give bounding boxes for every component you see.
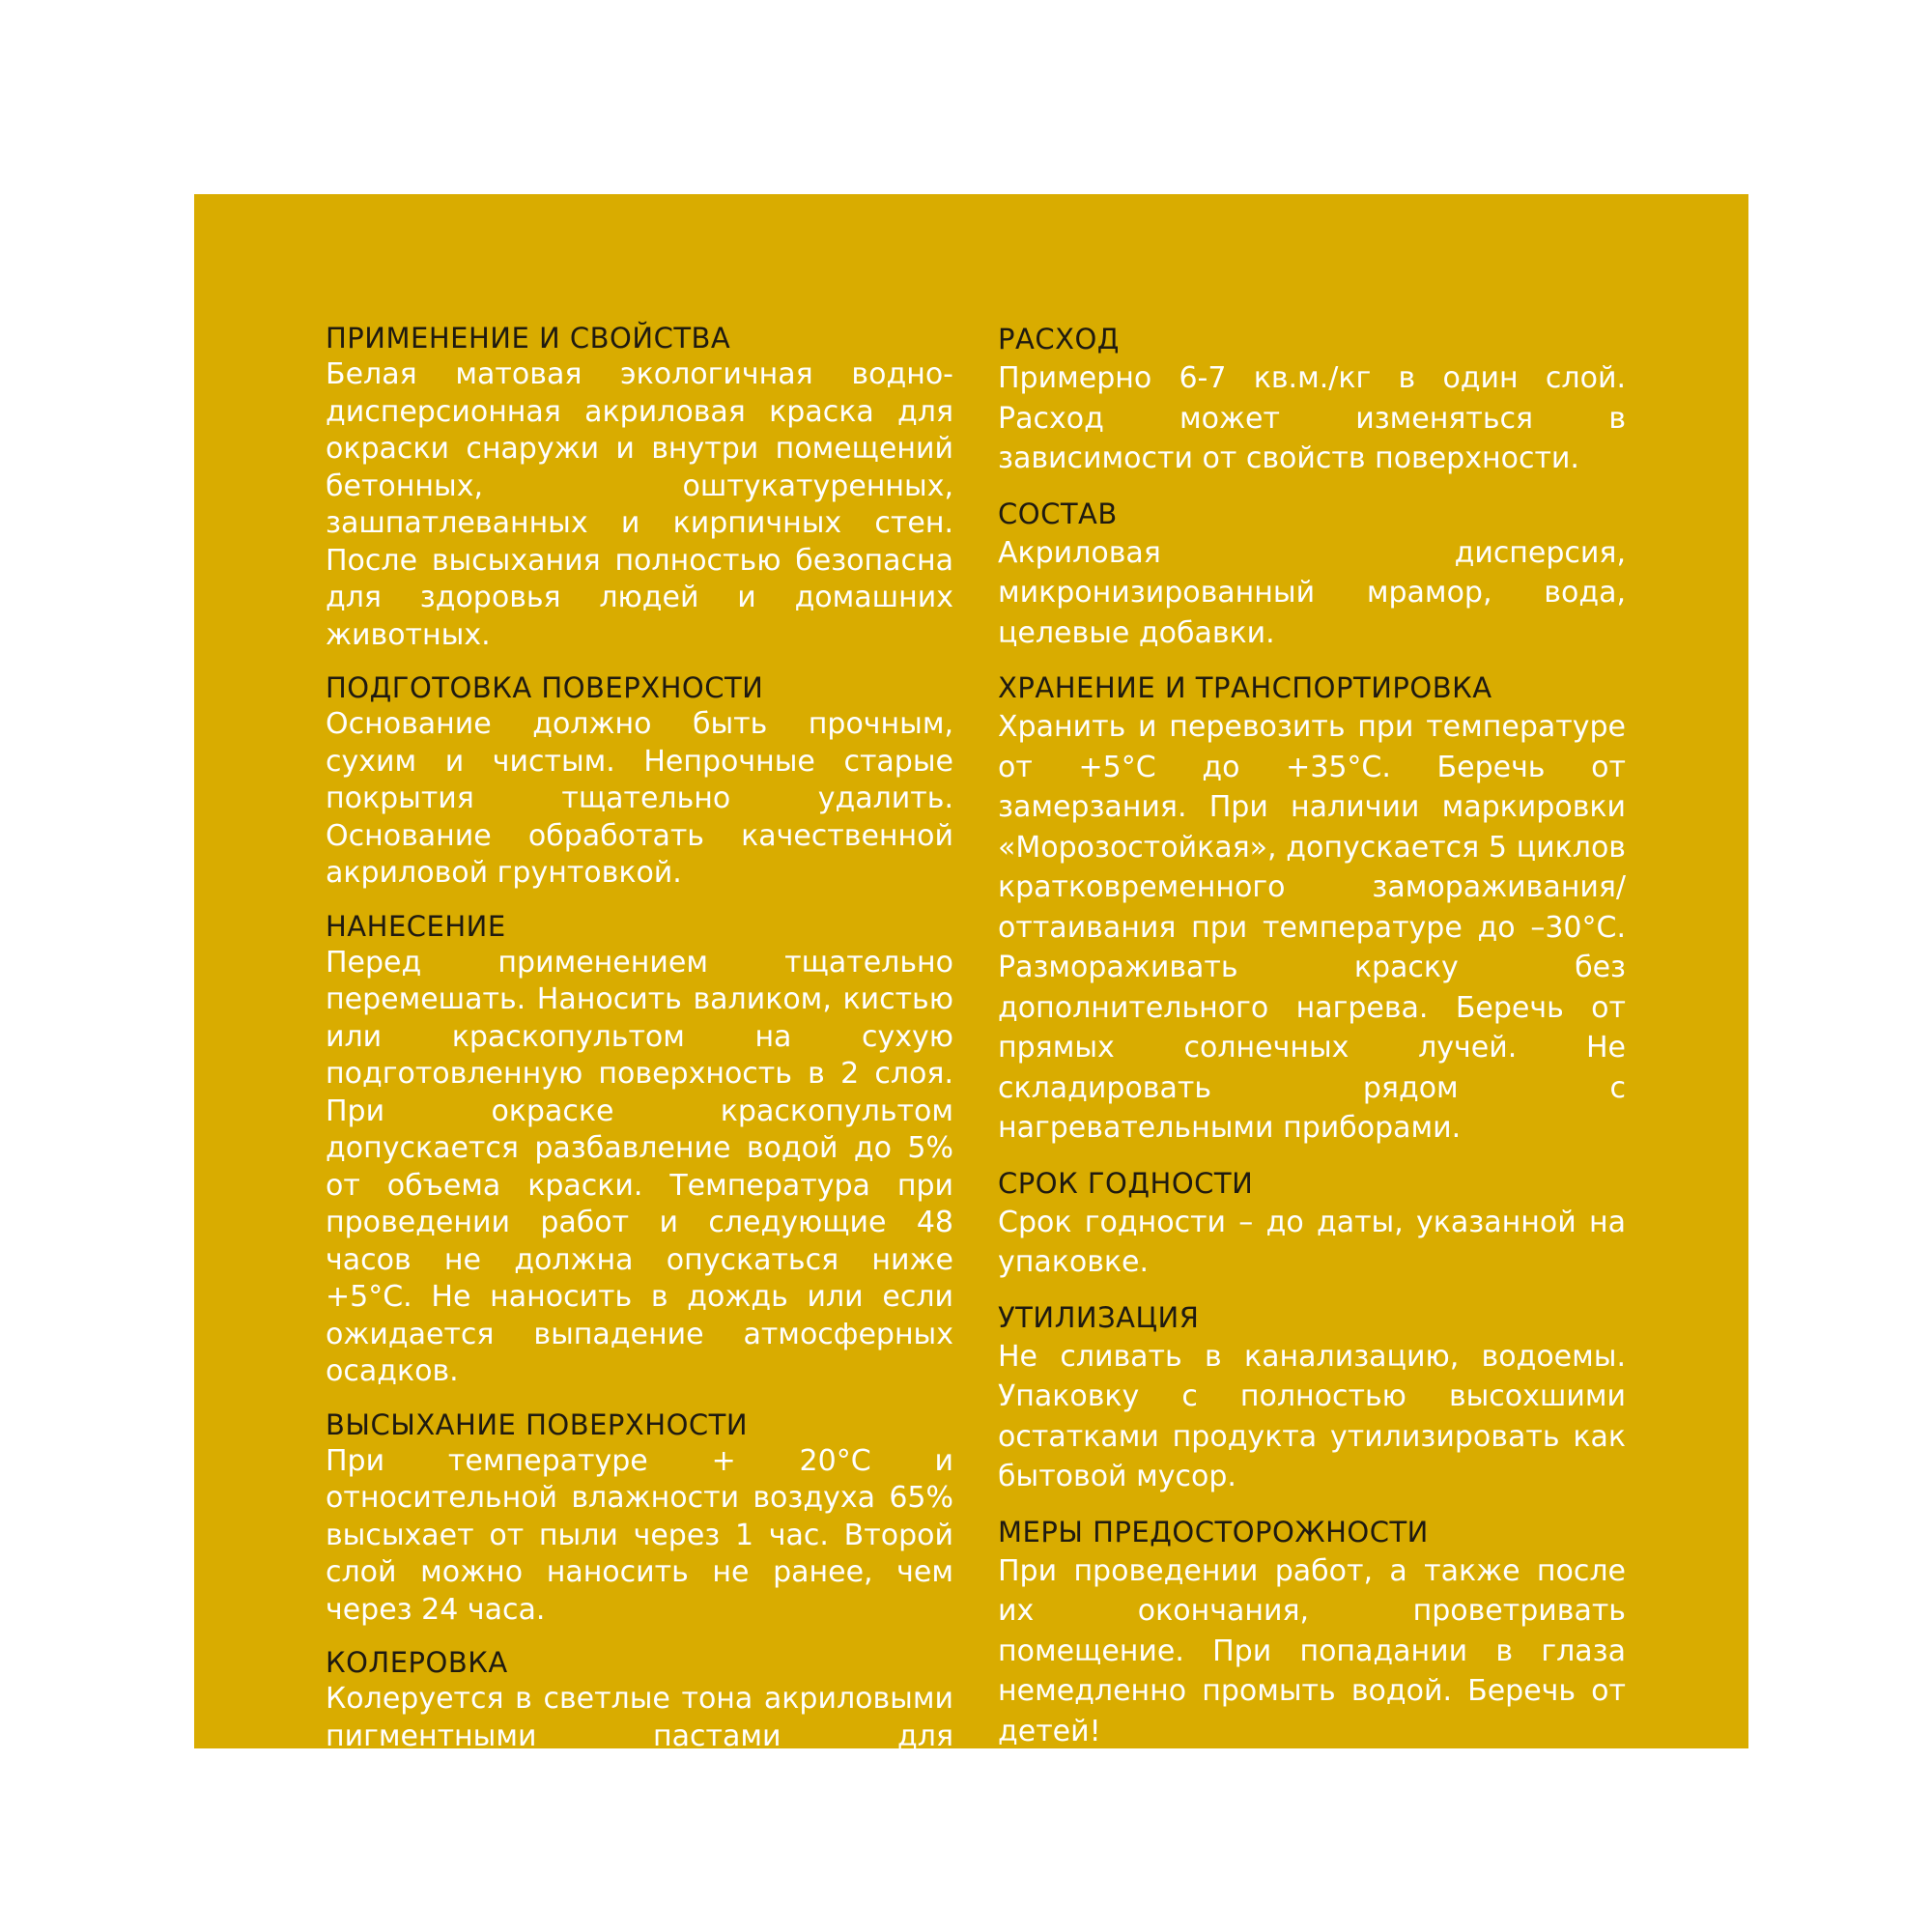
left-column (326, 320, 953, 1808)
section-title: ХРАНЕНИЕ И ТРАНСПОРТИРОВКА (998, 671, 1492, 704)
section-application (326, 320, 953, 654)
section-text: Колеруется в светлые тона акриловыми пигментными пастами для воднодисперсионных красок. (326, 1682, 953, 1790)
section-text: Примерно 6-7 кв.м./кг в один слой. Расход может изменяться в зависимости от свойств поверхности. (998, 361, 1626, 475)
section-title: УТИЛИЗАЦИЯ (998, 1300, 1200, 1334)
section-surface-preparation (326, 669, 953, 893)
section-shelf-life (998, 1164, 1626, 1283)
section-text: Хранить и перевозить при температуре от +5°С до +35°С. Беречь от замерзания. При наличии маркировки «Морозостойкая», допускается 5 циклов кратковременного замораживания/оттаивания при температуре до –30°С. Размораживать краску без дополнительного нагрева. Беречь от прямых солнечных лучей. Не складировать рядом с нагревательными приборами. (998, 710, 1626, 1145)
section-text: При температуре + 20°С и относительной влажности воздуха 65% высыхает от пыли через 1 час. Второй слой можно наносить не ранее, чем через 24 часа. (326, 1443, 953, 1627)
section-text: Срок годности – до даты, указанной на упаковке. (998, 1205, 1626, 1279)
section-disposal (998, 1298, 1626, 1497)
section-title: НАНЕСЕНИЕ (326, 909, 506, 943)
section-title: ВЫСЫХАНИЕ ПОВЕРХНОСТИ (326, 1407, 749, 1441)
section-drying (326, 1406, 953, 1630)
section-title: ПОДГОТОВКА ПОВЕРХНОСТИ (326, 671, 764, 704)
section-title: СОСТАВ (998, 497, 1118, 530)
section-application-method (326, 908, 953, 1391)
section-title: МЕРЫ ПРЕДОСТОРОЖНОСТИ (998, 1515, 1429, 1548)
right-column (998, 320, 1626, 1767)
section-consumption (998, 320, 1626, 479)
section-storage (998, 668, 1626, 1149)
section-title: СРОК ГОДНОСТИ (998, 1166, 1254, 1200)
section-text: При проведении работ, а также после их окончания, проветривать помещение. При попадании в глаза немедленно промыть водой. Беречь от детей! (998, 1553, 1626, 1748)
section-text: Не сливать в канализацию, водоемы. Упаковку с полностью высохшими остатками продукта утилизировать как бытовой мусор. (998, 1339, 1626, 1493)
section-title: ПРИМЕНЕНИЕ И СВОЙСТВА (326, 322, 731, 355)
section-text: Перед применением тщательно перемешать. Наносить валиком, кистью или краскопультом на сухую подготовленную поверхность в 2 слоя. При окраске краскопультом допускается разбавление водой до 5% от объема краски. Температура при проведении работ и следующие 48 часов не должна опускаться ниже +5°С. Не наносить в дождь или если ожидается выпадение атмосферных осадков. (326, 945, 953, 1388)
section-text: Белая матовая экологичная водно-дисперсионная акриловая краска для окраски снаружи и внутри помещений бетонных, оштукатуренных, зашпатлеванных и кирпичных стен. После высыхания полностью безопасна для здоровья людей и домашних животных. (326, 357, 953, 652)
section-text: Акриловая дисперсия, микронизированный мрамор, вода, целевые добавки. (998, 535, 1626, 650)
section-precautions (998, 1513, 1626, 1752)
section-tinting (326, 1644, 953, 1793)
section-composition (998, 495, 1626, 654)
section-text: Основание должно быть прочным, сухим и чистым. Непрочные старые покрытия тщательно удалить. Основание обработать качественной акриловой грунтовкой. (326, 707, 953, 890)
section-title: РАСХОД (998, 323, 1120, 355)
info-panel (194, 194, 1748, 1790)
section-title: КОЛЕРОВКА (326, 1646, 508, 1679)
